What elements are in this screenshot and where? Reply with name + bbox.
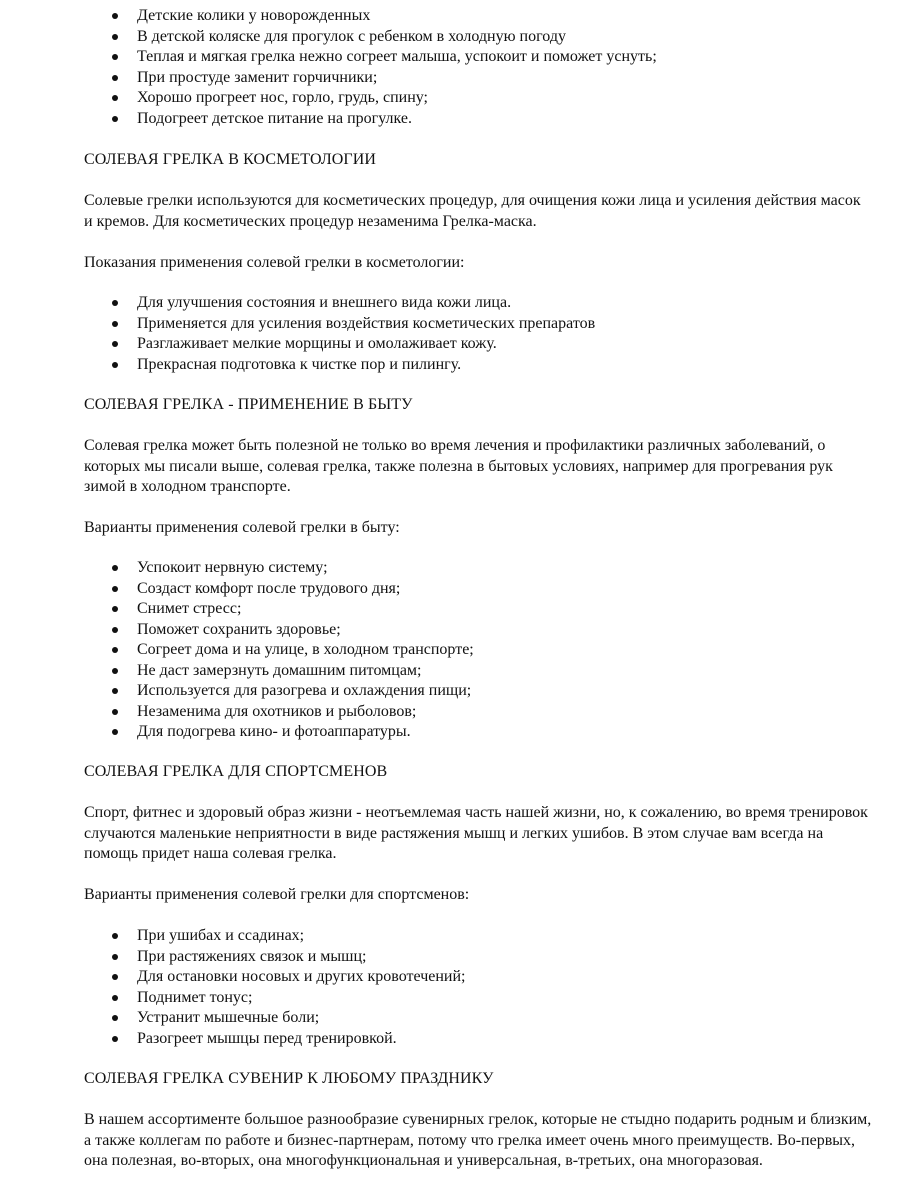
list-item: Для улучшения состояния и внешнего вида кожи лица. (84, 293, 872, 314)
list-item: Теплая и мягкая грелка нежно согреет малыша, успокоит и поможет уснуть; (84, 47, 872, 68)
bullet-icon (112, 688, 118, 694)
bullet-icon (112, 606, 118, 612)
list-item: В детской коляске для прогулок с ребенком в холодную погоду (84, 27, 872, 48)
list-household (84, 558, 872, 743)
list-item: Хорошо прогреет нос, горло, грудь, спину; (84, 88, 872, 109)
list-item: Снимет стресс; (84, 599, 872, 620)
bullet-icon (112, 933, 118, 939)
list-item: Согреет дома и на улице, в холодном транспорте; (84, 640, 872, 661)
bullet-icon (112, 116, 118, 122)
bullet-icon (112, 729, 118, 735)
list-item: Поможет сохранить здоровье; (84, 620, 872, 641)
bullet-icon (112, 13, 118, 19)
bullet-icon (112, 34, 118, 40)
bullet-icon (112, 1015, 118, 1021)
list-item: Создаст комфорт после трудового дня; (84, 579, 872, 600)
list-top (84, 6, 872, 129)
bullet-icon (112, 974, 118, 980)
bullet-icon (112, 54, 118, 60)
intro-cosmetology: Показания применения солевой грелки в косметологии: (84, 254, 465, 271)
list-item: Не даст замерзнуть домашним питомцам; (84, 661, 872, 682)
paragraph-cosmetology: Солевые грелки используются для косметических процедур, для очищения кожи лица и усиления действия масок и кремов. Для косметических процедур незаменима Грелка-маска. (84, 192, 861, 230)
list-item: Разглаживает мелкие морщины и омолаживает кожу. (84, 334, 872, 355)
bullet-icon (112, 321, 118, 327)
bullet-icon (112, 647, 118, 653)
list-sports (84, 926, 872, 1049)
bullet-icon (112, 954, 118, 960)
section-heading-souvenir: СОЛЕВАЯ ГРЕЛКА СУВЕНИР К ЛЮБОМУ ПРАЗДНИКУ (84, 1070, 494, 1087)
bullet-icon (112, 709, 118, 715)
bullet-icon (112, 586, 118, 592)
list-item: Подогреет детское питание на прогулке. (84, 109, 872, 130)
bullet-list (84, 293, 872, 375)
section-heading-cosmetology: СОЛЕВАЯ ГРЕЛКА В КОСМЕТОЛОГИИ (84, 151, 377, 168)
list-item: Прекрасная подготовка к чистке пор и пилингу. (84, 355, 872, 376)
list-item: Незаменима для охотников и рыболовов; (84, 702, 872, 723)
section-heading-household: СОЛЕВАЯ ГРЕЛКА - ПРИМЕНЕНИЕ В БЫТУ (84, 396, 413, 413)
list-item: Устранит мышечные боли; (84, 1008, 872, 1029)
list-cosmetology (84, 293, 872, 375)
bullet-icon (112, 362, 118, 368)
list-item: Применяется для усиления воздействия косметических препаратов (84, 314, 872, 335)
list-item: Успокоит нервную систему; (84, 558, 872, 579)
list-item: Для подогрева кино- и фотоаппаратуры. (84, 722, 872, 743)
paragraph-souvenir: В нашем ассортименте большое разнообразие сувенирных грелок, которые не стыдно подарить родным и близким, а также коллегам по работе и бизнес-партнерам, потому что грелка имеет очень много преимуществ. Во-первых, она полезная, во-вторых, она многофункциональная и универсальная, в-третьих, она многоразовая. (84, 1111, 872, 1169)
bullet-icon (112, 668, 118, 674)
bullet-icon (112, 565, 118, 571)
bullet-icon (112, 95, 118, 101)
list-item: При ушибах и ссадинах; (84, 926, 872, 947)
bullet-icon (112, 300, 118, 306)
list-item: Разогреет мышцы перед тренировкой. (84, 1029, 872, 1050)
paragraph-household: Солевая грелка может быть полезной не только во время лечения и профилактики различных заболеваний, о которых мы писали выше, солевая грелка, также полезна в бытовых условиях, например для прогревания рук зимой в холодном транспорте. (84, 437, 833, 495)
intro-sports: Варианты применения солевой грелки для спортсменов: (84, 886, 470, 903)
bullet-icon (112, 75, 118, 81)
list-item: При растяжениях связок и мышц; (84, 947, 872, 968)
bullet-list (84, 6, 872, 129)
paragraph-sports: Спорт, фитнес и здоровый образ жизни - неотъемлемая часть нашей жизни, но, к сожалению, во время тренировок случаются маленькие неприятности в виде растяжения мышц и легких ушибов. В этом случае вам всегда на помощь придет наша солевая грелка. (84, 804, 868, 862)
list-item: Для остановки носовых и других кровотечений; (84, 967, 872, 988)
bullet-list (84, 558, 872, 743)
list-item: Детские колики у новорожденных (84, 6, 872, 27)
bullet-list (84, 926, 872, 1049)
bullet-icon (112, 1036, 118, 1042)
list-item: Используется для разогрева и охлаждения пищи; (84, 681, 872, 702)
bullet-icon (112, 627, 118, 633)
intro-household: Варианты применения солевой грелки в быту: (84, 519, 400, 536)
list-item: При простуде заменит горчичники; (84, 68, 872, 89)
list-item: Поднимет тонус; (84, 988, 872, 1009)
bullet-icon (112, 341, 118, 347)
section-heading-sports: СОЛЕВАЯ ГРЕЛКА ДЛЯ СПОРТСМЕНОВ (84, 763, 388, 780)
bullet-icon (112, 995, 118, 1001)
